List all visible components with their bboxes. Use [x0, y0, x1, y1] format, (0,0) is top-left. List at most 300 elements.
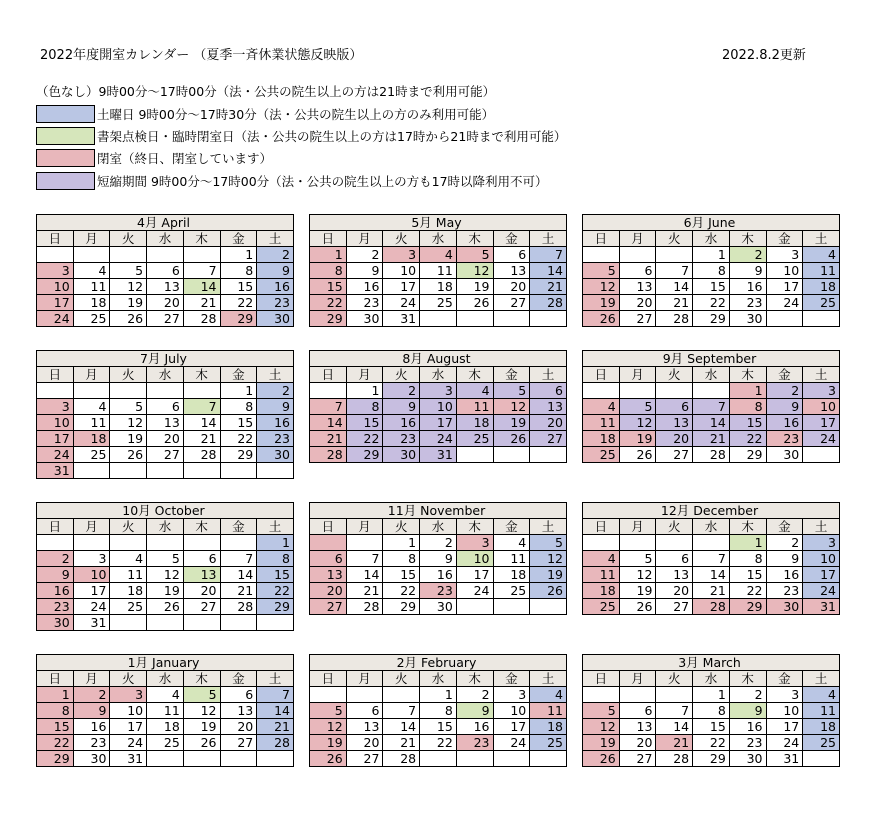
day-cell: 30 [257, 447, 294, 463]
day-cell: 21 [220, 583, 257, 599]
empty-cell [583, 535, 620, 551]
day-cell: 10 [803, 551, 840, 567]
day-cell: 28 [220, 599, 257, 615]
day-cell: 9 [257, 263, 294, 279]
empty-cell [766, 311, 803, 327]
day-cell: 9 [456, 703, 493, 719]
empty-cell [493, 447, 530, 463]
day-cell: 18 [803, 719, 840, 735]
day-cell: 11 [147, 703, 184, 719]
empty-cell [37, 247, 74, 263]
day-cell: 23 [346, 295, 383, 311]
day-cell: 2 [346, 247, 383, 263]
empty-cell [803, 447, 840, 463]
month-calendar [309, 214, 567, 327]
day-cell: 15 [310, 279, 347, 295]
weekday-header: 火 [110, 671, 147, 687]
page-title: 2022年度開室カレンダー （夏季一斉休業状態反映版） [40, 48, 363, 63]
day-cell: 6 [493, 247, 530, 263]
weekday-header: 金 [220, 519, 257, 535]
day-cell: 5 [456, 247, 493, 263]
day-cell: 20 [346, 735, 383, 751]
day-cell: 28 [656, 311, 693, 327]
weekday-header: 木 [729, 367, 766, 383]
weekday-header: 水 [693, 231, 730, 247]
day-cell: 1 [383, 535, 420, 551]
empty-cell [530, 311, 567, 327]
day-cell: 8 [729, 551, 766, 567]
weekday-header: 土 [803, 671, 840, 687]
weekday-header: 金 [766, 367, 803, 383]
weekday-header: 火 [383, 231, 420, 247]
legend-swatch [36, 127, 95, 145]
day-cell: 11 [803, 703, 840, 719]
day-cell: 13 [147, 415, 184, 431]
day-cell: 6 [346, 703, 383, 719]
empty-cell [583, 383, 620, 399]
empty-cell [183, 383, 220, 399]
day-cell: 15 [257, 567, 294, 583]
day-cell: 30 [766, 599, 803, 615]
weekday-header: 金 [220, 231, 257, 247]
day-cell: 25 [530, 735, 567, 751]
day-cell: 17 [493, 719, 530, 735]
day-cell: 26 [456, 295, 493, 311]
day-cell: 10 [456, 551, 493, 567]
day-cell: 23 [37, 599, 74, 615]
day-cell: 21 [693, 583, 730, 599]
empty-cell [619, 687, 656, 703]
weekday-header: 月 [619, 231, 656, 247]
day-cell: 24 [420, 431, 457, 447]
day-cell: 1 [220, 247, 257, 263]
day-cell: 14 [346, 567, 383, 583]
day-cell: 29 [310, 311, 347, 327]
day-cell: 2 [729, 687, 766, 703]
weekday-header: 日 [37, 231, 74, 247]
month-title: 4月 April [37, 215, 294, 231]
day-cell: 15 [346, 415, 383, 431]
day-cell: 7 [530, 247, 567, 263]
empty-cell [493, 599, 530, 615]
day-cell: 9 [383, 399, 420, 415]
month-title: 10月 October [37, 503, 294, 519]
day-cell: 12 [619, 567, 656, 583]
empty-cell [693, 535, 730, 551]
month-calendar [582, 502, 840, 615]
day-cell: 18 [530, 719, 567, 735]
day-cell: 12 [583, 279, 620, 295]
weekday-header: 月 [619, 367, 656, 383]
month-title: 12月 December [583, 503, 840, 519]
weekday-header: 土 [257, 519, 294, 535]
day-cell: 15 [37, 719, 74, 735]
day-cell: 18 [456, 415, 493, 431]
day-cell: 25 [420, 295, 457, 311]
legend-swatch [36, 105, 95, 123]
day-cell: 12 [456, 263, 493, 279]
day-cell: 16 [346, 279, 383, 295]
day-cell: 23 [257, 431, 294, 447]
day-cell: 4 [583, 551, 620, 567]
day-cell: 3 [110, 687, 147, 703]
day-cell: 8 [346, 399, 383, 415]
weekday-header: 日 [310, 671, 347, 687]
day-cell: 29 [346, 447, 383, 463]
day-cell: 3 [803, 383, 840, 399]
empty-cell [619, 383, 656, 399]
day-cell: 23 [456, 735, 493, 751]
day-cell: 24 [803, 431, 840, 447]
legend-text: （色なし）9時00分～17時00分（法・公共の院生以上の方は21時まで利用可能） [36, 84, 496, 100]
empty-cell [147, 463, 184, 479]
day-cell: 27 [220, 735, 257, 751]
empty-cell [493, 751, 530, 767]
day-cell: 25 [583, 447, 620, 463]
day-cell: 26 [147, 599, 184, 615]
day-cell: 16 [257, 279, 294, 295]
day-cell: 3 [766, 247, 803, 263]
empty-cell [220, 463, 257, 479]
empty-cell [656, 687, 693, 703]
day-cell: 19 [183, 719, 220, 735]
day-cell: 29 [37, 751, 74, 767]
weekday-header: 水 [147, 671, 184, 687]
day-cell: 16 [729, 719, 766, 735]
day-cell: 17 [456, 567, 493, 583]
day-cell: 24 [37, 311, 74, 327]
weekday-header: 金 [766, 231, 803, 247]
empty-cell [530, 447, 567, 463]
weekday-header: 木 [456, 231, 493, 247]
day-cell: 22 [346, 431, 383, 447]
day-cell: 25 [583, 599, 620, 615]
day-cell: 9 [729, 263, 766, 279]
day-cell: 4 [803, 687, 840, 703]
weekday-header: 金 [493, 671, 530, 687]
day-cell: 8 [729, 399, 766, 415]
day-cell: 2 [383, 383, 420, 399]
empty-cell [73, 535, 110, 551]
weekday-header: 月 [73, 519, 110, 535]
day-cell: 19 [619, 583, 656, 599]
empty-cell [183, 247, 220, 263]
day-cell: 20 [656, 431, 693, 447]
day-cell: 14 [183, 279, 220, 295]
day-cell: 21 [183, 431, 220, 447]
day-cell: 1 [220, 383, 257, 399]
day-cell: 26 [583, 751, 620, 767]
day-cell: 26 [110, 311, 147, 327]
day-cell: 7 [310, 399, 347, 415]
day-cell: 14 [693, 415, 730, 431]
day-cell: 11 [420, 263, 457, 279]
day-cell: 16 [729, 279, 766, 295]
day-cell: 25 [456, 431, 493, 447]
day-cell: 6 [147, 399, 184, 415]
empty-cell [147, 751, 184, 767]
day-cell: 24 [110, 735, 147, 751]
day-cell: 14 [656, 279, 693, 295]
day-cell: 25 [147, 735, 184, 751]
day-cell: 21 [656, 295, 693, 311]
empty-cell [493, 311, 530, 327]
empty-cell [456, 599, 493, 615]
month-title: 9月 September [583, 351, 840, 367]
weekday-header: 木 [729, 519, 766, 535]
empty-cell [73, 463, 110, 479]
weekday-header: 水 [147, 231, 184, 247]
day-cell: 12 [147, 567, 184, 583]
month-title: 1月 January [37, 655, 294, 671]
weekday-header: 日 [310, 231, 347, 247]
day-cell: 24 [766, 295, 803, 311]
empty-cell [619, 247, 656, 263]
day-cell: 28 [693, 447, 730, 463]
day-cell: 2 [420, 535, 457, 551]
weekday-header: 火 [656, 367, 693, 383]
day-cell: 2 [257, 247, 294, 263]
weekday-header: 土 [257, 367, 294, 383]
day-cell: 29 [693, 751, 730, 767]
day-cell: 21 [656, 735, 693, 751]
day-cell: 1 [729, 535, 766, 551]
day-cell: 12 [110, 279, 147, 295]
day-cell: 9 [73, 703, 110, 719]
day-cell: 26 [530, 583, 567, 599]
weekday-header: 水 [420, 231, 457, 247]
day-cell: 24 [493, 735, 530, 751]
day-cell: 30 [729, 751, 766, 767]
day-cell: 27 [619, 751, 656, 767]
day-cell: 13 [619, 279, 656, 295]
empty-cell [656, 383, 693, 399]
day-cell: 10 [383, 263, 420, 279]
day-cell: 26 [110, 447, 147, 463]
month-title: 2月 February [310, 655, 567, 671]
day-cell: 15 [420, 719, 457, 735]
day-cell: 30 [383, 447, 420, 463]
day-cell: 14 [383, 719, 420, 735]
legend-text: 閉室（終日、閉室しています） [97, 151, 273, 167]
day-cell: 30 [37, 615, 74, 631]
day-cell: 27 [656, 447, 693, 463]
empty-cell [583, 247, 620, 263]
day-cell: 7 [383, 703, 420, 719]
day-cell: 4 [583, 399, 620, 415]
weekday-header: 木 [183, 671, 220, 687]
day-cell: 2 [37, 551, 74, 567]
day-cell: 1 [346, 383, 383, 399]
empty-cell [310, 535, 347, 551]
empty-cell [420, 751, 457, 767]
empty-cell [530, 599, 567, 615]
day-cell: 28 [656, 751, 693, 767]
day-cell: 1 [693, 247, 730, 263]
empty-cell [530, 751, 567, 767]
weekday-header: 水 [420, 519, 457, 535]
day-cell: 4 [73, 399, 110, 415]
day-cell: 22 [220, 295, 257, 311]
empty-cell [147, 615, 184, 631]
month-calendar [309, 502, 567, 615]
legend-item-sat [36, 102, 566, 124]
day-cell: 29 [220, 311, 257, 327]
day-cell: 27 [530, 431, 567, 447]
weekday-header: 月 [346, 231, 383, 247]
day-cell: 4 [110, 551, 147, 567]
day-cell: 18 [583, 583, 620, 599]
legend-item-short [36, 170, 566, 192]
day-cell: 19 [583, 735, 620, 751]
day-cell: 27 [346, 751, 383, 767]
day-cell: 20 [656, 583, 693, 599]
empty-cell [257, 615, 294, 631]
weekday-header: 金 [766, 671, 803, 687]
empty-cell [420, 311, 457, 327]
day-cell: 5 [310, 703, 347, 719]
weekday-header: 土 [257, 671, 294, 687]
weekday-header: 土 [530, 519, 567, 535]
day-cell: 15 [693, 279, 730, 295]
empty-cell [346, 687, 383, 703]
weekday-header: 水 [420, 367, 457, 383]
day-cell: 18 [803, 279, 840, 295]
day-cell: 14 [310, 415, 347, 431]
day-cell: 9 [766, 399, 803, 415]
empty-cell [656, 535, 693, 551]
weekday-header: 金 [493, 367, 530, 383]
day-cell: 7 [693, 551, 730, 567]
day-cell: 20 [619, 735, 656, 751]
weekday-header: 木 [729, 671, 766, 687]
day-cell: 19 [530, 567, 567, 583]
day-cell: 1 [37, 687, 74, 703]
weekday-header: 木 [183, 231, 220, 247]
day-cell: 15 [729, 567, 766, 583]
day-cell: 10 [37, 279, 74, 295]
day-cell: 16 [257, 415, 294, 431]
day-cell: 10 [110, 703, 147, 719]
day-cell: 16 [37, 583, 74, 599]
weekday-header: 土 [530, 367, 567, 383]
day-cell: 13 [656, 415, 693, 431]
empty-cell [619, 535, 656, 551]
day-cell: 4 [147, 687, 184, 703]
day-cell: 5 [530, 535, 567, 551]
day-cell: 4 [73, 263, 110, 279]
weekday-header: 金 [493, 519, 530, 535]
day-cell: 6 [530, 383, 567, 399]
day-cell: 16 [456, 719, 493, 735]
day-cell: 27 [619, 311, 656, 327]
day-cell: 22 [420, 735, 457, 751]
day-cell: 20 [147, 431, 184, 447]
day-cell: 11 [73, 279, 110, 295]
day-cell: 20 [310, 583, 347, 599]
day-cell: 14 [693, 567, 730, 583]
day-cell: 10 [420, 399, 457, 415]
day-cell: 30 [766, 447, 803, 463]
day-cell: 27 [183, 599, 220, 615]
day-cell: 29 [257, 599, 294, 615]
weekday-header: 木 [183, 519, 220, 535]
weekday-header: 火 [383, 671, 420, 687]
day-cell: 17 [73, 583, 110, 599]
day-cell: 6 [147, 263, 184, 279]
day-cell: 18 [493, 567, 530, 583]
day-cell: 6 [619, 703, 656, 719]
day-cell: 15 [729, 415, 766, 431]
day-cell: 25 [73, 447, 110, 463]
day-cell: 3 [420, 383, 457, 399]
weekday-header: 火 [383, 367, 420, 383]
day-cell: 28 [310, 447, 347, 463]
weekday-header: 金 [220, 671, 257, 687]
day-cell: 30 [420, 599, 457, 615]
day-cell: 22 [693, 295, 730, 311]
day-cell: 30 [73, 751, 110, 767]
day-cell: 23 [383, 431, 420, 447]
day-cell: 17 [383, 279, 420, 295]
day-cell: 20 [220, 719, 257, 735]
weekday-header: 火 [656, 231, 693, 247]
empty-cell [110, 615, 147, 631]
day-cell: 20 [183, 583, 220, 599]
day-cell: 10 [73, 567, 110, 583]
day-cell: 19 [147, 583, 184, 599]
day-cell: 28 [383, 751, 420, 767]
day-cell: 13 [656, 567, 693, 583]
empty-cell [803, 311, 840, 327]
day-cell: 9 [257, 399, 294, 415]
day-cell: 1 [420, 687, 457, 703]
empty-cell [73, 247, 110, 263]
day-cell: 14 [530, 263, 567, 279]
day-cell: 6 [656, 551, 693, 567]
weekday-header: 日 [583, 367, 620, 383]
day-cell: 15 [220, 415, 257, 431]
day-cell: 6 [310, 551, 347, 567]
weekday-header: 木 [456, 671, 493, 687]
day-cell: 28 [257, 735, 294, 751]
day-cell: 24 [73, 599, 110, 615]
day-cell: 11 [493, 551, 530, 567]
day-cell: 9 [346, 263, 383, 279]
day-cell: 18 [73, 295, 110, 311]
day-cell: 12 [183, 703, 220, 719]
day-cell: 3 [766, 687, 803, 703]
day-cell: 12 [530, 551, 567, 567]
day-cell: 11 [803, 263, 840, 279]
day-cell: 22 [729, 431, 766, 447]
day-cell: 10 [803, 399, 840, 415]
day-cell: 23 [766, 583, 803, 599]
day-cell: 2 [73, 687, 110, 703]
day-cell: 16 [766, 415, 803, 431]
day-cell: 11 [530, 703, 567, 719]
weekday-header: 土 [530, 231, 567, 247]
month-calendar [582, 214, 840, 327]
day-cell: 22 [729, 583, 766, 599]
day-cell: 7 [183, 399, 220, 415]
day-cell: 27 [147, 311, 184, 327]
month-calendar [309, 350, 567, 463]
day-cell: 14 [183, 415, 220, 431]
day-cell: 26 [183, 735, 220, 751]
weekday-header: 水 [147, 367, 184, 383]
day-cell: 13 [220, 703, 257, 719]
